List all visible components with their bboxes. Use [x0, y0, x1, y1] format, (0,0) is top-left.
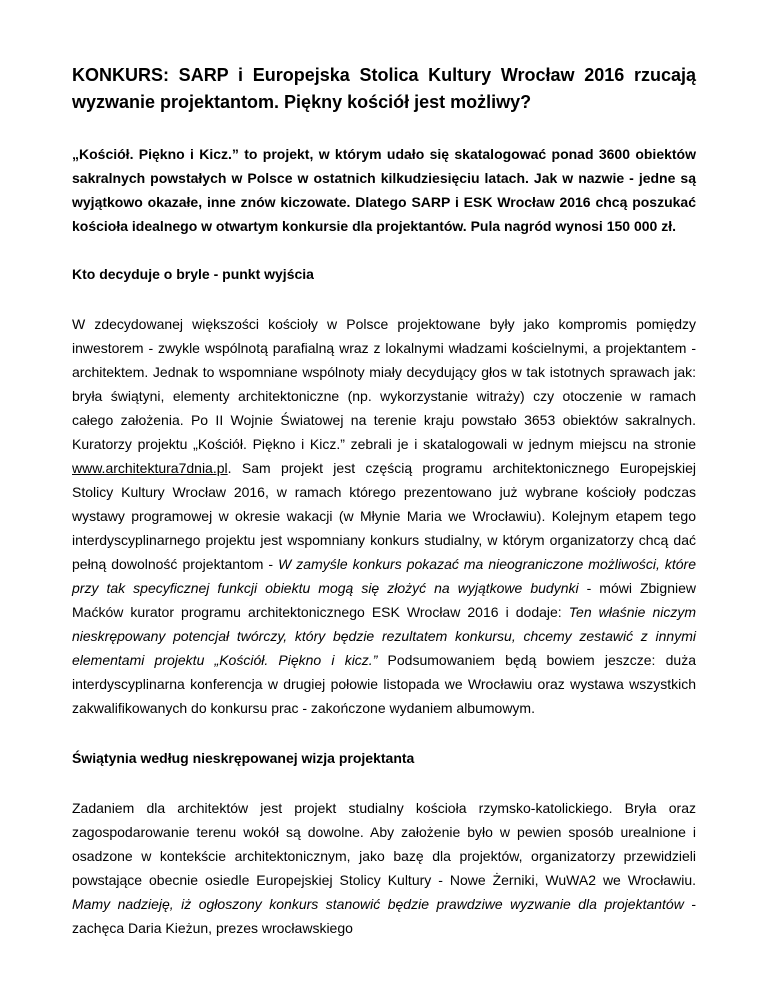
paragraph-text: - zachęca Daria Kieżun, prezes wrocławskiego: [72, 896, 696, 936]
section-paragraph-decision: [72, 312, 696, 720]
architektura-link[interactable]: www.architektura7dnia.pl: [72, 460, 228, 476]
article-lead: „Kościół. Piękno i Kicz.” to projekt, w którym udało się skatalogować ponad 3600 obiektów sakralnych powstałych w Polsce w ostatnich kilkudziesięciu latach. Jak w nazwie - jedne są wyjątkowo okazałe, inne znów kiczowate. Dlatego SARP i ESK Wrocław 2016 chcą poszukać kościoła idealnego w otwartym konkursie dla projektantów. Pula nagród wynosi 150 000 zł.: [72, 146, 696, 234]
paragraph-text: Zadaniem dla architektów jest projekt studialny kościoła rzymsko-katolickiego. Bryła oraz zagospodarowanie terenu wokół są dowolne. Aby założenie było w pewien sposób urealnione i osadzone w kontekście architektonicznym, jako bazę dla projektów, organizatorzy przewidzieli powstające obecnie osiedle Europejskiej Stolicy Kultury - Nowe Żerniki, WuWA2 we Wrocławiu.: [72, 800, 696, 888]
quote-text: Mamy nadzieję, iż ogłoszony konkurs stanowić będzie prawdziwe wyzwanie dla projektantów: [72, 896, 684, 912]
paragraph-text: . Sam projekt jest częścią programu architektonicznego Europejskiej Stolicy Kultury Wrocław 2016, w ramach którego prezentowano już wybrane kościoły podczas wystawy programowej w okresie wakacji (w Młynie Maria we Wrocławiu). Kolejnym etapem tego interdyscyplinarnego projektu jest wspomniany konkurs studialny, w którym organizatorzy chcą dać pełną dowolność projektantom -: [72, 460, 696, 572]
quote-text: W zamyśle konkurs pokazać ma nieograniczone możliwości, które przy tak specyficznej funkcji obiektu mogą się złożyć na wyjątkowe budynki: [72, 556, 697, 596]
article-title: KONKURS: SARP i Europejska Stolica Kultury Wrocław 2016 rzucają wyzwanie projektantom. Piękny kościół jest możliwy?: [72, 65, 696, 112]
paragraph-text: - mówi Zbigniew Maćków kurator programu architektonicznego ESK Wrocław 2016 i dodaje:: [72, 580, 696, 620]
paragraph-text: W zdecydowanej większości kościoły w Polsce projektowane były jako kompromis pomiędzy inwestorem - zwykle wspólnotą parafialną wraz z lokalnymi władzami kościelnymi, a projektantem - architektem. Jednak to wspomniane wspólnoty miały decydujący głos w tak istotnych sprawach jak: bryła świątyni, elementy architektoniczne (np. wykorzystanie witraży) czy otoczenie w ramach całego założenia. Po II Wojnie Światowej na terenie kraju powstało 3653 obiektów sakralnych. Kuratorzy projektu „Kościół. Piękno i Kicz.” zebrali je i skatalogowali w jednym miejscu na stronie: [72, 316, 696, 452]
quote-text: Ten właśnie niczym nieskrępowany potencjał twórczy, który będzie rezultatem konkursu, chcemy zestawić z innymi elementami projektu „Kościół. Piękno i kicz.”: [72, 604, 696, 668]
document-page: [72, 62, 696, 966]
paragraph-text: Podsumowaniem będą bowiem jeszcze: duża interdyscyplinarna konferencja w drugiej połowie listopada we Wrocławiu oraz wystawa wszystkich zakwalifikowanych do konkursu prac - zakończone wydaniem albumowym.: [72, 652, 696, 716]
section-heading-vision: Świątynia według nieskrępowanej wizja projektanta: [72, 750, 415, 766]
section-heading-decision: Kto decyduje o bryle - punkt wyjścia: [72, 266, 314, 282]
section-paragraph-vision: [72, 796, 696, 940]
